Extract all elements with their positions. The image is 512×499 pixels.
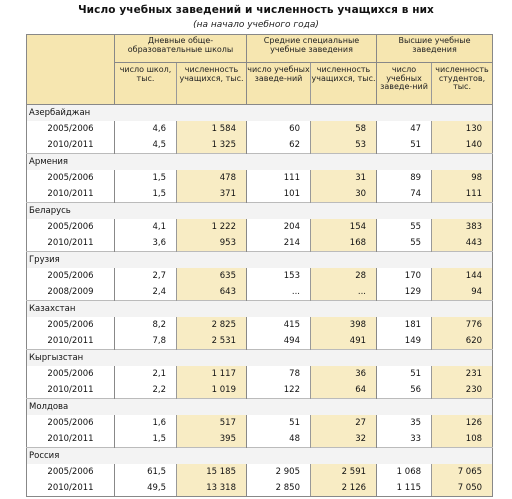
table-row xyxy=(27,170,493,186)
table-row xyxy=(27,284,493,301)
country-name: Беларусь xyxy=(27,203,493,220)
header-col-secondary-students: численность учащихся, тыс. xyxy=(311,63,377,105)
value-cell: 1 325 xyxy=(177,137,247,154)
table-row xyxy=(27,317,493,333)
value-cell: 2,7 xyxy=(115,268,177,284)
value-cell: 48 xyxy=(247,431,311,448)
value-cell: 4,6 xyxy=(115,121,177,137)
value-cell: 78 xyxy=(247,366,311,382)
value-cell: 2 825 xyxy=(177,317,247,333)
value-cell: 1,5 xyxy=(115,431,177,448)
value-cell: 635 xyxy=(177,268,247,284)
value-cell: 58 xyxy=(311,121,377,137)
value-cell: 8,2 xyxy=(115,317,177,333)
table-row xyxy=(27,382,493,399)
year-cell: 2010/2011 xyxy=(27,480,115,497)
value-cell: 30 xyxy=(311,186,377,203)
education-statistics-table xyxy=(26,34,493,497)
value-cell: 108 xyxy=(432,431,493,448)
value-cell: 74 xyxy=(377,186,432,203)
year-cell: 2010/2011 xyxy=(47,238,94,248)
header-group-schools: Дневные обще-образовательные школы xyxy=(115,35,247,63)
country-row xyxy=(27,154,493,171)
value-cell: 181 xyxy=(377,317,432,333)
header-group-higher: Высшие учебные заведения xyxy=(377,35,493,63)
value-cell: 1,5 xyxy=(115,170,177,186)
value-cell: 2 905 xyxy=(247,464,311,480)
table-row xyxy=(27,137,493,154)
value-cell: 168 xyxy=(311,235,377,252)
value-cell: 49,5 xyxy=(115,480,177,497)
table-subtitle: (на начало учебного года) xyxy=(193,20,319,30)
value-cell: 33 xyxy=(377,431,432,448)
value-cell: 15 185 xyxy=(177,464,247,480)
value-cell: 94 xyxy=(432,284,493,301)
value-cell: 62 xyxy=(247,137,311,154)
table-row xyxy=(27,186,493,203)
value-cell: 47 xyxy=(377,121,432,137)
value-cell: 7 050 xyxy=(432,480,493,497)
header-col-secondary-count: число учебных заведе-ний xyxy=(247,63,311,105)
year-cell: 2005/2006 xyxy=(47,124,94,134)
value-cell: 491 xyxy=(311,333,377,350)
table-row xyxy=(27,480,493,497)
value-cell: 1 222 xyxy=(177,219,247,235)
value-cell: 1 117 xyxy=(177,366,247,382)
table-row xyxy=(27,431,493,448)
value-cell: 2 531 xyxy=(177,333,247,350)
header-col-schools-students: численность учащихся, тыс. xyxy=(177,63,247,105)
header-col-higher-students: численность студентов, тыс. xyxy=(432,63,493,105)
value-cell: 494 xyxy=(247,333,311,350)
header-col-higher-count: число учебных заведе-ний xyxy=(377,63,432,105)
value-cell: 154 xyxy=(311,219,377,235)
value-cell: 64 xyxy=(311,382,377,399)
table-row xyxy=(27,219,493,235)
value-cell: 1,6 xyxy=(115,415,177,431)
year-cell: 2010/2011 xyxy=(47,434,94,444)
year-cell: 2005/2006 xyxy=(47,222,94,232)
value-cell: 231 xyxy=(432,366,493,382)
value-cell: 129 xyxy=(377,284,432,301)
value-cell: 1 068 xyxy=(377,464,432,480)
value-cell: 3,6 xyxy=(115,235,177,252)
year-cell: 2005/2006 xyxy=(47,418,94,428)
table-row xyxy=(27,333,493,350)
value-cell: 214 xyxy=(247,235,311,252)
value-cell: 60 xyxy=(247,121,311,137)
header-col-schools-count: число школ, тыс. xyxy=(115,63,177,105)
value-cell: 51 xyxy=(377,366,432,382)
value-cell: 31 xyxy=(311,170,377,186)
value-cell: 61,5 xyxy=(115,464,177,480)
value-cell: 51 xyxy=(247,415,311,431)
value-cell: 204 xyxy=(247,219,311,235)
value-cell: 4,5 xyxy=(115,137,177,154)
country-row xyxy=(27,252,493,269)
value-cell: 89 xyxy=(377,170,432,186)
value-cell: 149 xyxy=(377,333,432,350)
value-cell: 32 xyxy=(311,431,377,448)
value-cell: 1 115 xyxy=(377,480,432,497)
value-cell: 53 xyxy=(311,137,377,154)
value-cell: 2 850 xyxy=(247,480,311,497)
header-group-row xyxy=(27,35,493,63)
value-cell: 98 xyxy=(432,170,493,186)
year-cell: 2010/2011 xyxy=(47,189,94,199)
value-cell: 643 xyxy=(177,284,247,301)
value-cell: 56 xyxy=(377,382,432,399)
country-row xyxy=(27,399,493,416)
year-cell: 2010/2011 xyxy=(47,140,94,150)
value-cell: 51 xyxy=(377,137,432,154)
value-cell: ... xyxy=(247,284,311,301)
value-cell: 395 xyxy=(177,431,247,448)
value-cell: 130 xyxy=(432,121,493,137)
value-cell: 55 xyxy=(377,219,432,235)
value-cell: 13 318 xyxy=(177,480,247,497)
value-cell: 1,5 xyxy=(115,186,177,203)
header-corner-cell xyxy=(27,35,115,105)
value-cell: 111 xyxy=(432,186,493,203)
value-cell: 153 xyxy=(247,268,311,284)
country-row xyxy=(27,203,493,220)
value-cell: 2 591 xyxy=(311,464,377,480)
value-cell: 101 xyxy=(247,186,311,203)
value-cell: ... xyxy=(311,284,377,301)
value-cell: 126 xyxy=(432,415,493,431)
value-cell: 55 xyxy=(377,235,432,252)
value-cell: 371 xyxy=(177,186,247,203)
value-cell: 170 xyxy=(377,268,432,284)
year-cell: 2005/2006 xyxy=(47,173,94,183)
value-cell: 7,8 xyxy=(115,333,177,350)
table-title: Число учебных заведений и численность учащихся в них xyxy=(78,4,434,16)
country-name: Грузия xyxy=(27,252,493,269)
country-row xyxy=(27,301,493,318)
value-cell: 1 019 xyxy=(177,382,247,399)
value-cell: 620 xyxy=(432,333,493,350)
year-cell: 2005/2006 xyxy=(47,320,94,330)
value-cell: 144 xyxy=(432,268,493,284)
country-name: Кыргызстан xyxy=(27,350,493,367)
value-cell: 776 xyxy=(432,317,493,333)
value-cell: 443 xyxy=(432,235,493,252)
year-cell: 2005/2006 xyxy=(47,467,94,477)
value-cell: 2,1 xyxy=(115,366,177,382)
year-cell: 2008/2009 xyxy=(47,287,94,297)
table-body xyxy=(27,105,493,497)
value-cell: 953 xyxy=(177,235,247,252)
value-cell: 1 584 xyxy=(177,121,247,137)
table-row xyxy=(27,235,493,252)
value-cell: 415 xyxy=(247,317,311,333)
country-name: Россия xyxy=(27,448,493,465)
country-row xyxy=(27,448,493,465)
year-cell: 2010/2011 xyxy=(47,385,94,395)
country-row xyxy=(27,350,493,367)
value-cell: 7 065 xyxy=(432,464,493,480)
country-name: Казахстан xyxy=(27,301,493,318)
year-cell: 2010/2011 xyxy=(47,336,94,346)
value-cell: 478 xyxy=(177,170,247,186)
value-cell: 230 xyxy=(432,382,493,399)
value-cell: 140 xyxy=(432,137,493,154)
year-cell: 2005/2006 xyxy=(47,271,94,281)
value-cell: 517 xyxy=(177,415,247,431)
year-cell: 2005/2006 xyxy=(47,369,94,379)
value-cell: 398 xyxy=(311,317,377,333)
country-name: Армения xyxy=(27,154,493,171)
country-name: Молдова xyxy=(27,399,493,416)
country-name: Азербайджан xyxy=(27,105,493,122)
value-cell: 2 126 xyxy=(311,480,377,497)
value-cell: 2,4 xyxy=(115,284,177,301)
value-cell: 111 xyxy=(247,170,311,186)
table-row xyxy=(27,268,493,284)
table-row xyxy=(27,366,493,382)
country-row xyxy=(27,105,493,122)
value-cell: 122 xyxy=(247,382,311,399)
value-cell: 27 xyxy=(311,415,377,431)
value-cell: 4,1 xyxy=(115,219,177,235)
value-cell: 35 xyxy=(377,415,432,431)
value-cell: 383 xyxy=(432,219,493,235)
table-row xyxy=(27,464,493,480)
table-row xyxy=(27,415,493,431)
value-cell: 28 xyxy=(311,268,377,284)
header-group-secondary: Средние специальные учебные заведения xyxy=(247,35,377,63)
value-cell: 36 xyxy=(311,366,377,382)
table-row xyxy=(27,121,493,137)
value-cell: 2,2 xyxy=(115,382,177,399)
